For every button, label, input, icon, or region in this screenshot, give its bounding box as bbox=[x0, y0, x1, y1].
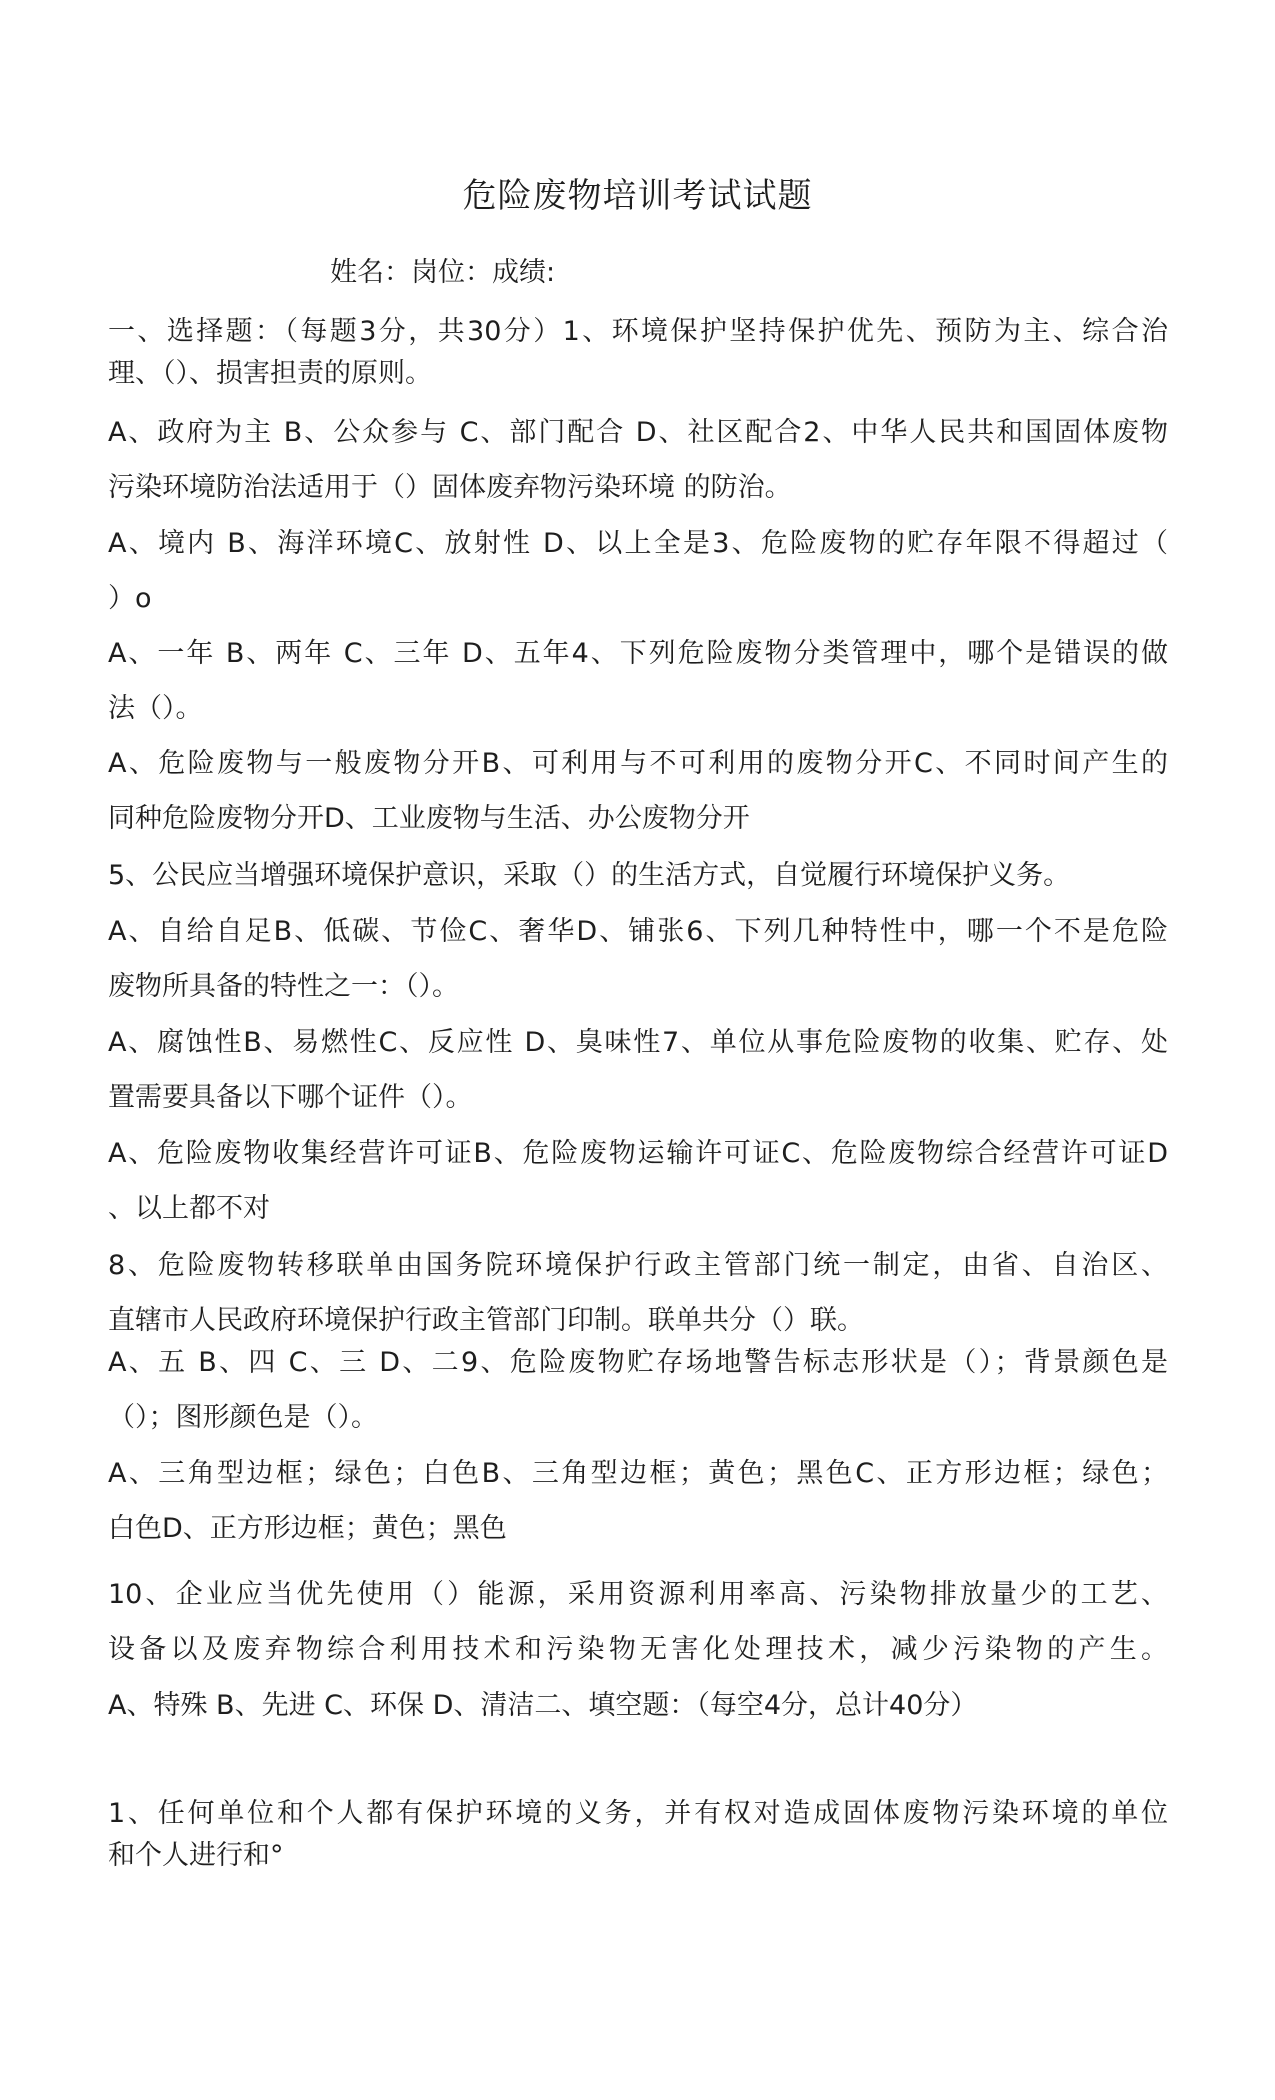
text-line: A、一年 B、两年 C、三年 D、五年4、下列危险废物分类管理中，哪个是错误的做 bbox=[108, 638, 1168, 669]
text-line: ）o bbox=[108, 583, 152, 614]
text-line: A、危险废物与一般废物分开B、可利用与不可利用的废物分开C、不同时间产生的 bbox=[108, 748, 1168, 779]
text-line: 置需要具备以下哪个证件（）。 bbox=[108, 1082, 473, 1113]
text-line: A、自给自足B、低碳、节俭C、奢华D、铺张6、下列几种特性中，哪一个不是危险 bbox=[108, 916, 1168, 947]
text-line: 废物所具备的特性之一：（）。 bbox=[108, 971, 459, 1002]
text-line: 直辖市人民政府环境保护行政主管部门印制。联单共分（）联。 bbox=[108, 1305, 864, 1336]
text-line: A、境内 B、海洋环境C、放射性 D、以上全是3、危险废物的贮存年限不得超过（ bbox=[108, 528, 1168, 559]
text-line: 白色D、正方形边框；黄色；黑色 bbox=[108, 1513, 507, 1544]
text-line: 法（）。 bbox=[108, 693, 203, 724]
text-line: A、腐蚀性B、易燃性C、反应性 D、臭味性7、单位从事危险废物的收集、贮存、处 bbox=[108, 1027, 1168, 1058]
text-line: A、政府为主 B、公众参与 C、部门配合 D、社区配合2、中华人民共和国固体废物 bbox=[108, 417, 1168, 448]
text-line: 设备以及废弃物综合利用技术和污染物无害化处理技术，减少污染物的产生。 bbox=[108, 1634, 1168, 1665]
text-line: A、三角型边框；绿色；白色B、三角型边框；黄色；黑色C、正方形边框；绿色； bbox=[108, 1458, 1168, 1489]
candidate-info-line: 姓名：岗位：成绩: bbox=[330, 257, 556, 288]
text-line: 和个人进行和° bbox=[108, 1840, 284, 1871]
document-title: 危险废物培训考试试题 bbox=[462, 176, 813, 216]
text-line: 、以上都不对 bbox=[108, 1193, 270, 1224]
text-line: A、危险废物收集经营许可证B、危险废物运输许可证C、危险废物综合经营许可证D bbox=[108, 1138, 1168, 1169]
text-line: （）；图形颜色是（）。 bbox=[108, 1402, 378, 1433]
text-line: 污染环境防治法适用于（）固体废弃物污染环境 的防治。 bbox=[108, 472, 792, 503]
text-line: 5、公民应当增强环境保护意识，采取（）的生活方式，自觉履行环境保护义务。 bbox=[108, 860, 1071, 891]
text-line: 8、危险废物转移联单由国务院环境保护行政主管部门统一制定，由省、自治区、 bbox=[108, 1250, 1168, 1281]
text-line: A、五 B、四 C、三 D、二9、危险废物贮存场地警告标志形状是（）；背景颜色是 bbox=[108, 1347, 1168, 1378]
text-line: 一、选择题：（每题3分，共30分）1、环境保护坚持保护优先、预防为主、综合治 bbox=[108, 316, 1168, 347]
text-line: 1、任何单位和个人都有保护环境的义务，并有权对造成固体废物污染环境的单位 bbox=[108, 1798, 1168, 1829]
text-line: A、特殊 B、先进 C、环保 D、清洁二、填空题：（每空4分，总计40分） bbox=[108, 1690, 978, 1721]
text-line: 同种危险废物分开D、工业废物与生活、办公废物分开 bbox=[108, 803, 750, 834]
text-line: 理、（）、损害担责的原则。 bbox=[108, 358, 432, 389]
text-line: 10、企业应当优先使用（）能源，采用资源利用率高、污染物排放量少的工艺、 bbox=[108, 1579, 1168, 1610]
